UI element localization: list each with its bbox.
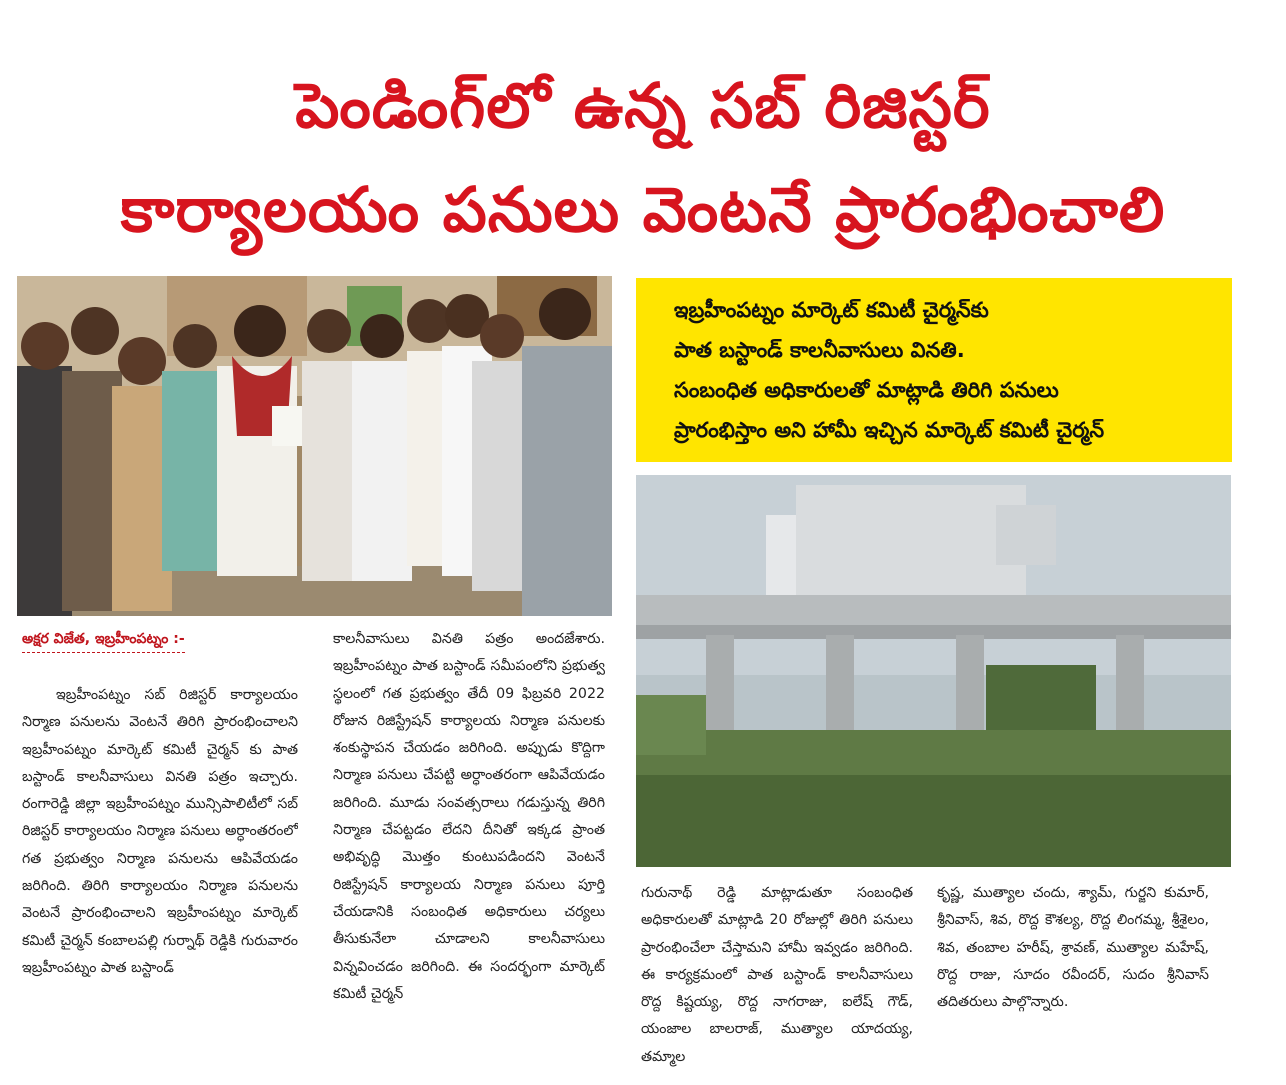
photo-unfinished-building-illustration: [636, 475, 1231, 867]
highlight-line: ఇబ్రహీంపట్నం మార్కెట్ కమిటీ చైర్మన్‌కు: [674, 298, 989, 322]
highlight-box: [636, 278, 1232, 462]
photo-unfinished-building: [636, 475, 1231, 867]
article-column-4: కృష్ణ, ముత్యాల చందు, శ్యామ్, గుర్జని కుమార్, శ్రీనివాస్, శివ, రొద్ద కౌశల్య, రొద్ద లింగమ్మ, శ్రీశైలం, శివ, తంబాల హరీష్, శ్రావణ్, ముత్యాల మహేష్, రొద్ద రాజు, సూదం రవీందర్, సుదం శ్రీనివాస్ తదితరులు పాల్గొన్నారు.: [937, 885, 1209, 1011]
headline-line-2: కార్యాలయం పనులు వెంటనే ప్రారంభించాలి: [120, 173, 1166, 246]
photo-petition-handover-illustration: [17, 276, 612, 616]
article-column-3: గురునాథ్ రెడ్డి మాట్లాడుతూ సంబంధిత అధికారులతో మాట్లాడి 20 రోజుల్లో తిరిగి పనులు ప్రారంభించేలా చేస్తామని హామీ ఇవ్వడం జరిగింది. ఈ కార్యక్రమంలో పాత బస్టాండ్ కాలనీవాసులు రొద్ద కిష్టయ్య, రొద్ద నాగరాజు, ఐలేష్ గౌడ్, యంజాల బాలరాజ్, ముత్యాల యాదయ్య, తమ్మాల: [641, 885, 913, 1065]
article-column-2: కాలనీవాసులు వినతి పత్రం అందజేశారు. ఇబ్రహీంపట్నం పాత బస్టాండ్ సమీపంలోని ప్రభుత్వ స్థలంలో గత ప్రభుత్వం తేదీ 09 ఫిబ్రవరి 2022 రోజున రిజిస్ట్రేషన్ కార్యాలయ నిర్మాణ పనులకు శంకుస్థాపన చేయడం జరిగింది. అప్పుడు కొద్దిగా నిర్మాణ పనులు చేపట్టి అర్ధాంతరంగా ఆపివేయడం జరిగింది. మూడు సంవత్సరాలు గడుస్తున్న తిరిగి నిర్మాణ చేపట్టడం లేదని దీనితో ఇక్కడ ప్రాంత అభివృద్ధి మొత్తం కుంటుపడిందని వెంటనే రిజిస్ట్రేషన్ కార్యాలయ నిర్మాణ పనులు పూర్తి చేయడానికి సంబంధిత అధికారులు చర్యలు తీసుకునేలా చూడాలని కాలనీవాసులు విన్నవించడం జరిగింది. ఈ సందర్భంగా మార్కెట్ కమిటీ చైర్మన్: [333, 631, 605, 1002]
highlight-line: సంబంధిత అధికారులతో మాట్లాడి తిరిగి పనులు: [674, 378, 1059, 402]
highlight-line: పాత బస్టాండ్ కాలనీవాసులు వినతి.: [674, 338, 965, 362]
photo-petition-handover: [17, 276, 612, 616]
byline: అక్షర విజేత, ఇబ్రహీంపట్నం :-: [22, 631, 185, 653]
article-column-1: ఇబ్రహీంపట్నం సబ్ రిజిస్టర్ కార్యాలయం నిర్మాణ పనులను వెంటనే తిరిగి ప్రారంభించాలని ఇబ్రహీంపట్నం మార్కెట్ కమిటీ చైర్మన్ కు పాత బస్టాండ్ కాలనీవాసులు వినతి పత్రం ఇచ్చారు. రంగారెడ్డి జిల్లా ఇబ్రహీంపట్నం మున్సిపాలిటీలో సబ్ రిజిస్టర్ కార్యాలయం నిర్మాణ పనులు అర్ధాంతరంలో గత ప్రభుత్వం నిర్మాణ పనులను ఆపివేయడం జరిగింది. తిరిగి కార్యాలయం నిర్మాణ పనులను వెంటనే ప్రారంభించాలని ఇబ్రహీంపట్నం మార్కెట్ కమిటీ చైర్మన్ కంబాలపల్లి గుర్నాథ్ రెడ్డికి గురువారం ఇబ్రహీంపట్నం పాత బస్టాండ్: [22, 687, 298, 976]
highlight-line: ప్రారంభిస్తాం అని హామీ ఇచ్చిన మార్కెట్ కమిటీ చైర్మన్: [674, 418, 1105, 442]
headline-line-1: పెండింగ్‌లో ఉన్న సబ్ రిజిస్టర్: [295, 69, 991, 142]
